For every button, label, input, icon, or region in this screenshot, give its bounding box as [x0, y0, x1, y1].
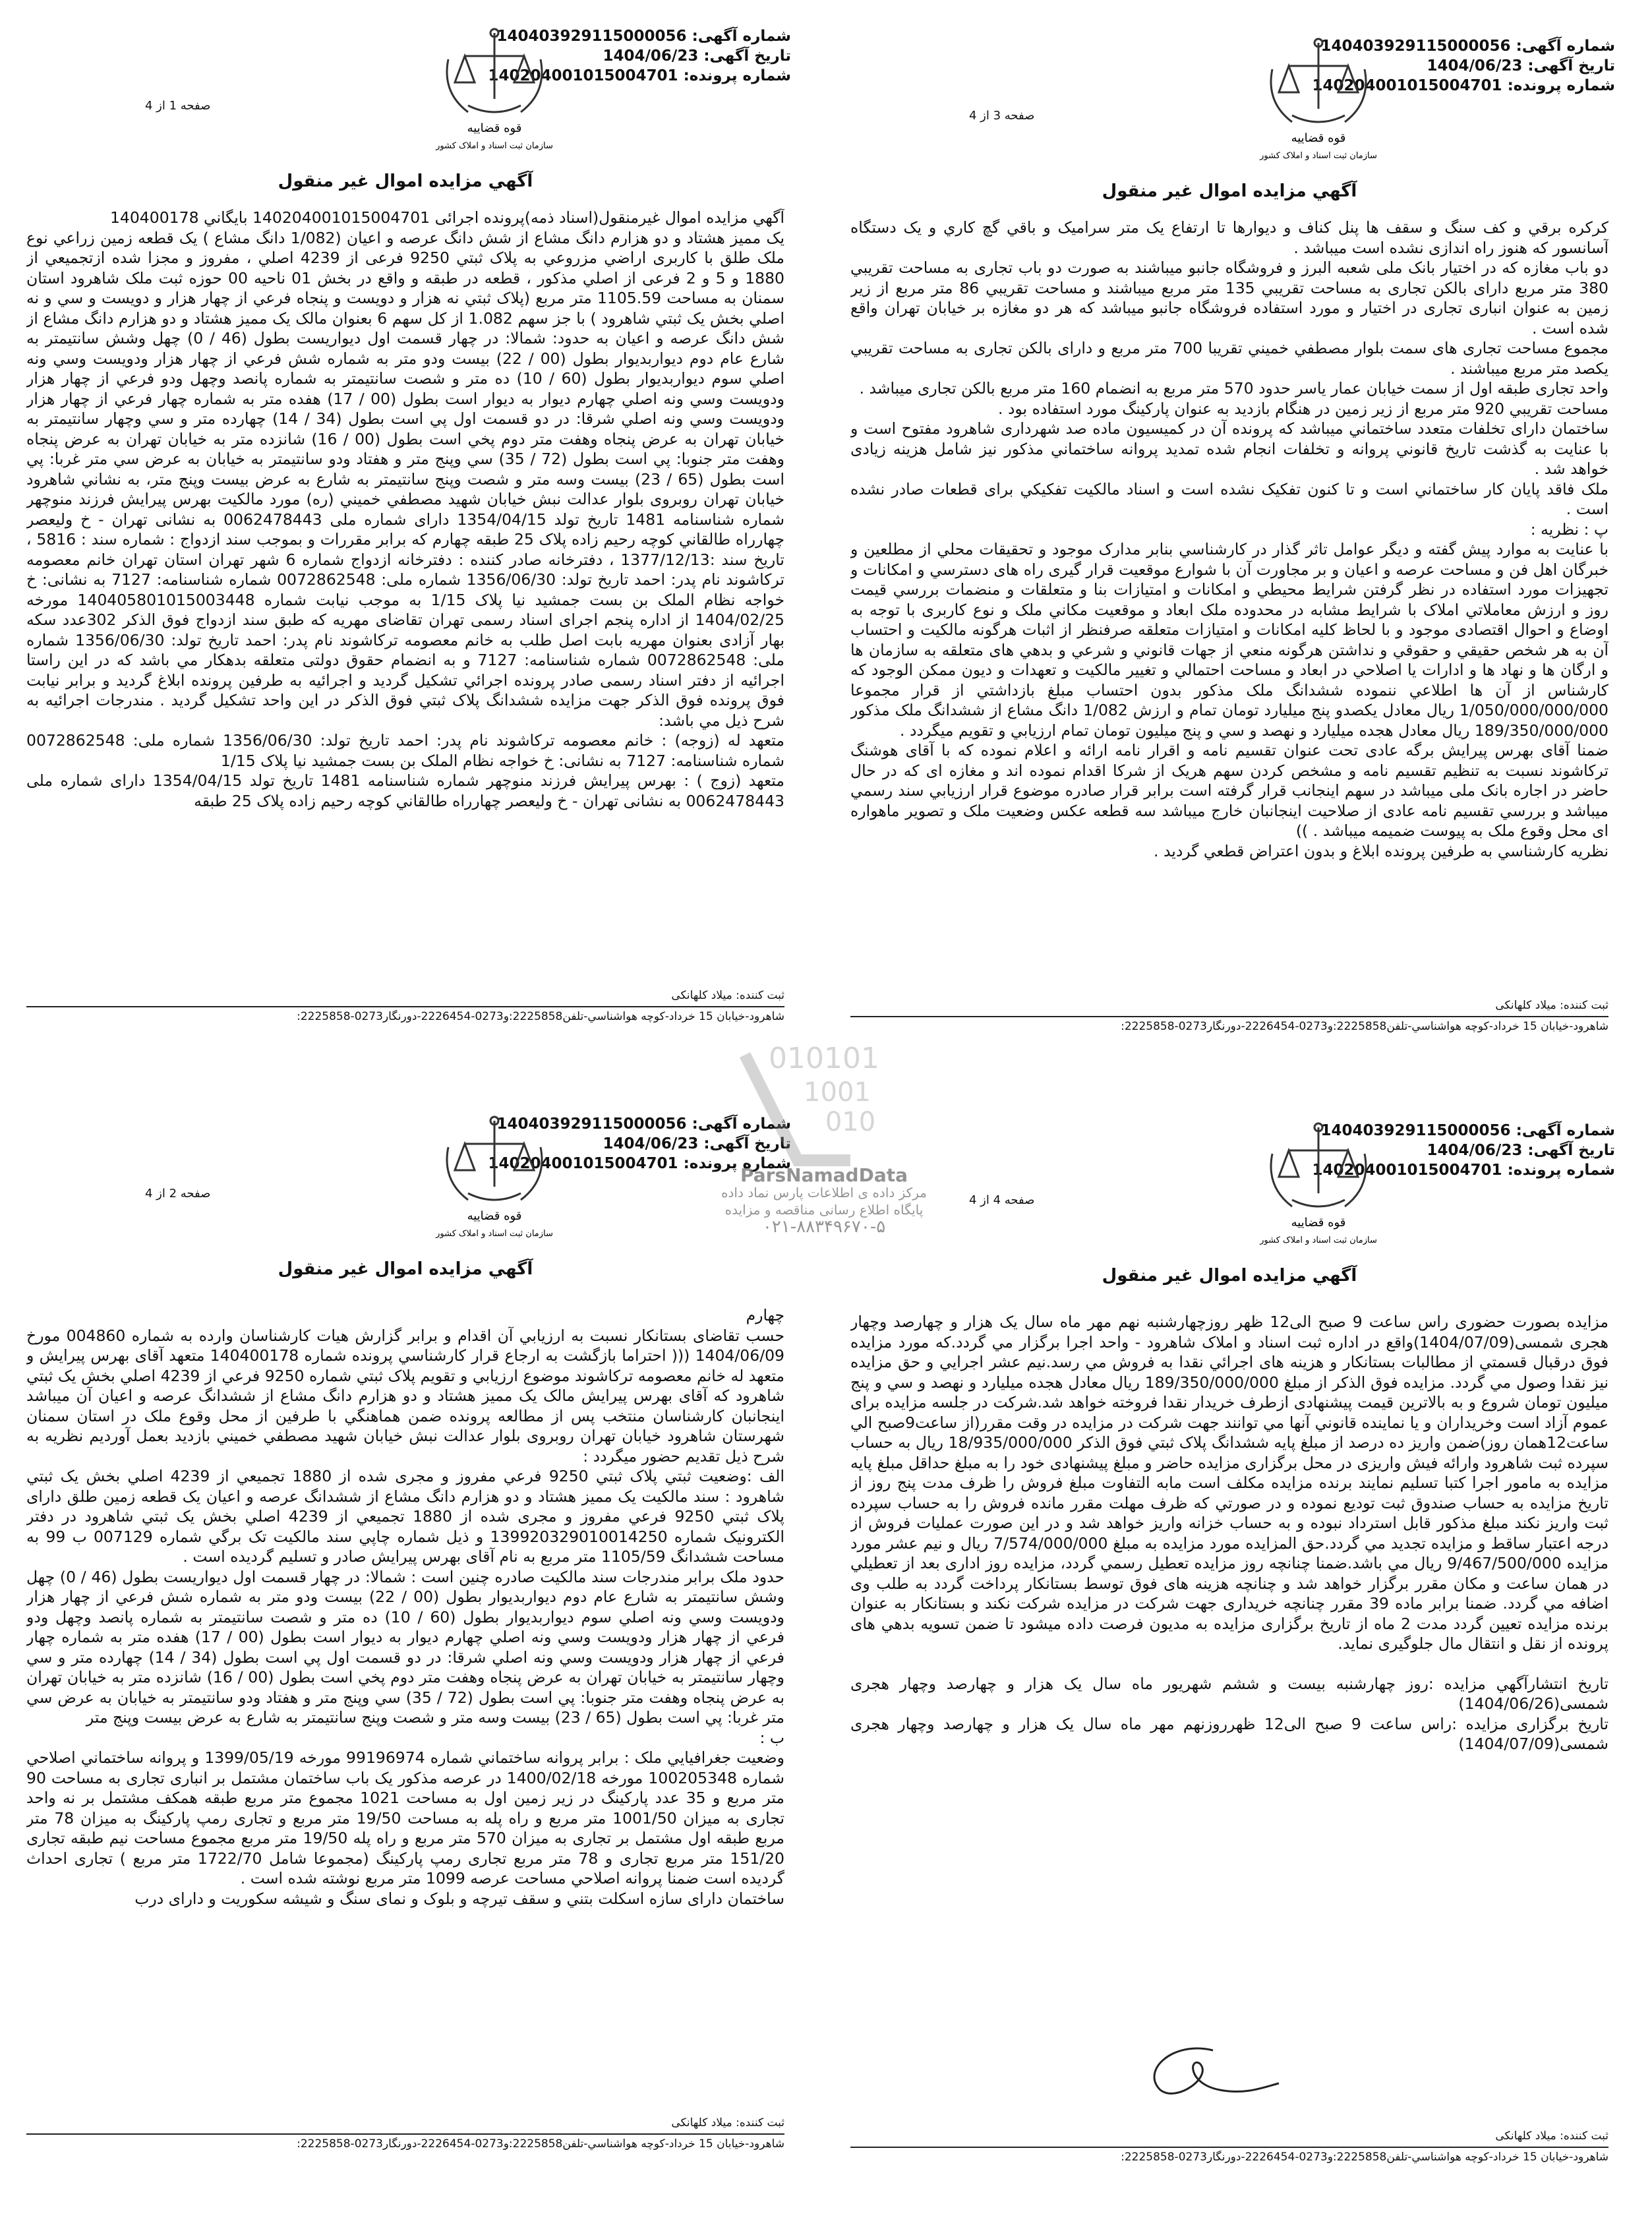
notice-title: آگهي مزايده اموال غير منقول	[278, 171, 533, 191]
svg-text:قوه قضاییه: قوه قضاییه	[467, 1209, 522, 1223]
office-address: شاهرود-خیابان 15 خرداد-کوچه هواشناسي-تلفن2225858:و0273-2226454-دورنگار0273-2225858:	[850, 2147, 1608, 2164]
paragraph: ساختمان دارای تخلفات متعدد ساختماني ميباشد که پرونده آن در کميسيون ماده صد شهرداری شاهرود مفتوح است و با عنايت به گذشت تاريخ قانوني پروانه و تخلفات انجام شده تمديد پروانه ساختماني مذکور نيز شامل هزينه زيادی خواهد شد .	[850, 419, 1608, 478]
paragraph: ب :	[759, 1728, 784, 1747]
paragraph: دو باب مغازه که در اختيار بانک ملی شعبه البرز و فروشگاه جانبو ميباشند به صورت دو باب تجاری به مساحت تقريبي 380 متر مربع دارای بالکن تجاری به مساحت تقريبي 135 متر مربع ميباشند و مساحت تقريبي 86 متر مربع از زير زمين به عنوان انباری تجاری در اختيار و مورد استفاده فروشگاه جانبو ميباشد که هر دو مغازه بر خيابان تهران واقع شده است .	[850, 258, 1608, 338]
paragraph: ملک فاقد پايان کار ساختماني است و تا کنون تفکيک نشده است و اسناد مالکيت تفکيکي برای قطعات صادر نشده است .	[850, 479, 1608, 518]
office-address: شاهرود-خیابان 15 خرداد-کوچه هواشناسي-تلفن2225858:و0273-2226454-دورنگار0273-2225858:	[26, 1006, 784, 1023]
case-number: 140204001015004701	[488, 67, 678, 84]
notice-number: 140403929115000056	[496, 1115, 687, 1133]
svg-text:010: 010	[825, 1107, 876, 1137]
judiciary-emblem-icon	[428, 20, 560, 152]
judiciary-emblem-icon	[428, 1108, 560, 1239]
paragraph: چهارم	[746, 1306, 784, 1324]
notice-date-label: تاریخ آگهی:	[1527, 1142, 1615, 1159]
svg-text:010101: 010101	[769, 1042, 879, 1075]
notice-date-label: تاریخ آگهی:	[703, 47, 791, 65]
judiciary-emblem-icon	[1253, 1114, 1384, 1246]
office-address: شاهرود-خیابان 15 خرداد-کوچه هواشناسي-تلفن2225858:و0273-2226454-دورنگار0273-2225858:	[26, 2133, 784, 2151]
paragraph: الف :وضعيت ثبتي پلاک ثبتي 9250 فرعي مفروز و مجری شده از 1880 تجميعي از 4239 اصلي بخش يک ثبتي شاهرود : سند مالکيت يک مميز هشتاد و دو هزارم دانگ مشاع از ششدانگ عرصه و اعيان يک قطعه زمين طلق دارای پلاک ثبتي 9250 فرعي مفروز و مجری شده از 1880 تجميعي از 4239 اصلي بخش يک ثبتي شاهرود در دفتر الکترونيک شماره 139920329010014250 و ذيل شماره چاپي سند مالکيت تک برگي شماره 007129 ب 99 به مساحت ششدانگ 1105/59 متر مربع به نام آقای بهرس پيرايش صادر و تسليم گرديده است .	[26, 1467, 784, 1566]
svg-text:قوه قضاییه: قوه قضاییه	[1291, 131, 1346, 145]
case-number-label: شماره پرونده:	[1507, 77, 1615, 94]
page-footer	[850, 2129, 1608, 2164]
page-footer	[26, 2116, 784, 2151]
svg-text:سازمان ثبت اسناد و املاک کشور: سازمان ثبت اسناد و املاک کشور	[436, 1229, 553, 1239]
page-number: صفحه 3 از 4	[969, 109, 1035, 123]
case-number: 140204001015004701	[488, 1155, 678, 1172]
paragraph: ضمنا آقای بهرس پيرايش برگه عادی تحت عنوان تقسيم نامه و اقرار نامه ارائه و اعلام نموده که با آقای هوشنگ ترکاشوند نسبت به تنظيم تقسيم نامه و مشخص کردن سهم هريک از شرکا اقدام نموده اند و مغازه ای که در حال حاضر در اجاره بانک ملی ميباشد در سهم اينجانب قرار گرفته است برابر قرار صادره موضوع قرار ارزيابي سند رسمي ميباشد و بررسي تقسيم نامه عادی از صلاحيت اينجانبان خارج ميباشد سه قطعه عکس وضعيت ملک و تصوير ماهواره ای محل وقوع ملک به پيوست ضميمه ميباشد . ))	[850, 741, 1608, 840]
registrar-name: میلاد کلهانکی	[1495, 2129, 1556, 2143]
notice-body	[26, 208, 784, 979]
watermark-brand-name: ParsNamadData	[740, 1164, 908, 1186]
svg-text:سازمان ثبت اسناد و املاک کشور: سازمان ثبت اسناد و املاک کشور	[1260, 151, 1377, 161]
paragraph: يک ممیز هشتاد و دو هزارم دانگ مشاع از شش دانگ عرصه و اعیان (1/082 دانگ مشاع ) يک قطعه زمين زراعي نوع ملک طلق با کاربری اراضي مزروعي به پلاک ثبتي 9250 فرعی از 4239 اصلي ، مفروز و مجزا شده ازتجميعي از 1880 و 5 و 2 فرعی از اصلي مذکور ، قطعه در طبقه و واقع در بخش 01 ناحيه 00 حوزه ثبت ملک شاهرود استان سمنان به مساحت 1105.59 متر مربع (پلاک ثبتي نه هزار و دويست و پنجاه فرعي از چهار هزار و دويست و سي و نه اصلي بخش يک ثبتي شاهرود ) با جز سهم 1.082 از کل سهم 6 بعنوان مالک يک مميز هشتاد و دو هزارم دانگ مشاع از شش دانگ عرصه و اعيان به حدود: شمالا: در چهار قسمت اول ديواريست بطول (46 / 0) چهل وشش سانتيمتر به شارع عام دوم ديواربديوار بطول (00 / 22) بيست ودو متر به شماره شش فرعي از چهار هزار ودويست وسي ونه اصلي سوم ديواربديوار بطول (60 / 10) ده متر و شصت سانتيمتر به شماره پانصد وچهل ودو فرعي از چهار هزار ودويست وسي ونه اصلي چهارم ديوار به ديوار است بطول (00 / 17) هفده متر به شماره چهار فرعي از چهار هزار ودويست وسي ونه اصلي شرقا: در دو قسمت اول پي است بطول (34 / 14) چهارده متر و سي وچهار سانتيمتر به خيابان تهران به عرض پنجاه وهفت متر دوم پخي است بطول (00 / 16) شانزده متر به خيابان تهران به عرض پنجاه وهفت متر جنوبا: پي است بطول (72 / 35) سي وپنج متر و هفتاد ودو سانتيمتر به خيابان به عرض سي متر غربا: پي است بطول (65 / 23) بيست وسه متر و شصت وپنج سانتيمتر به شارع به عرض بيست وپنج متر، به نشاني شاهرود خيابان تهران روبروی بلوار عدالت نبش خيابان شهيد مصطفي خميني (ره) مورد مالکيت بهرس پيرايش فرزند منوچهر شماره شناسنامه 1481 تاريخ تولد 1354/04/15 دارای شماره ملی 0062478443 به نشانی تهران - خ وليعصر چهارراه طالقاني کوچه رحيم زاده پلاک 25 طبقه چهارم که برابر مقررات و بموجب سند ازدواج : شماره سند : 5816 ، تاريخ سند :1377/12/13 ، دفترخانه صادر کننده : دفترخانه ازدواج شماره 6 شهر تهران استان تهران خانم معصومه ترکاشوند نام پدر: احمد تاريخ تولد: 1356/06/30 شماره ملی: 0072862548 شماره شناسنامه: 7127 به نشانی: خ خواجه نظام الملک بن بست جمشيد نيا پلاک 1/15 به موجب نيابت شماره 140405801015003448 مورخه 1404/02/25 از اداره پنجم اجرای اسناد رسمی تهران تقاضای مهريه که طبق سند ازدواج فوق الذکر 302عدد سکه بهار آزادی بعنوان مهريه بابت اصل طلب به خانم معصومه ترکاشوند نام پدر: احمد تاريخ تولد: 1356/06/30 شماره ملی: 0072862548 شماره شناسنامه: 7127 و به انضمام حقوق دولتی متعلقه بدهکار مي باشد که در اين راستا اجرائيه از دفتر اسناد رسمی صادر پرونده اجرائي تشکيل گرديد و اجرائيه به طرفين پرونده ابلاغ گرديد و برابر نيابت فوق پرونده فوق الذکر جهت مزايده ششدانگ پلاک ثبتي فوق الذکر در اين واحد تشکيل گرديد . مندرجات اجرائيه به شرح ذيل مي باشد:	[26, 228, 784, 730]
svg-text:1001: 1001	[804, 1077, 871, 1108]
paragraph: واحد تجاری طبقه اول از سمت خيابان عمار ياسر حدود 570 متر مربع به انضمام 160 متر مربع بالکن تجاری ميباشد .	[859, 379, 1608, 398]
paragraph: متعهد (زوج ) : بهرس پيرايش فرزند منوچهر شماره شناسنامه 1481 تاريخ تولد 1354/04/15 دارای شماره ملی 0062478443 به نشانی تهران - خ وليعصر چهارراه طالقاني کوچه رحيم زاده پلاک 25 طبقه	[26, 771, 784, 810]
watermark-line-1: مرکز داده ی اطلاعات پارس نماد داده	[721, 1185, 927, 1201]
notice-page-1	[0, 20, 811, 1088]
watermark-phone: ۰۲۱-۸۸۳۴۹۶۷۰-۵	[762, 1217, 886, 1237]
page-number: صفحه 2 از 4	[145, 1187, 211, 1201]
notice-date: 1404/06/23	[1427, 1142, 1523, 1159]
notice-number: 140403929115000056	[1320, 1122, 1511, 1139]
registrar-label: ثبت کننده:	[1560, 999, 1608, 1012]
paragraph: متعهد له (زوجه) : خانم معصومه ترکاشوند نام پدر: احمد تاريخ تولد: 1356/06/30 شماره ملی: 0072862548 شماره شناسنامه: 7127 به نشانی: خ خواجه نظام الملک بن بست جمشيد نيا پلاک 1/15	[26, 731, 784, 770]
notice-date-label: تاریخ آگهی:	[1527, 57, 1615, 74]
office-address: شاهرود-خیابان 15 خرداد-کوچه هواشناسي-تلفن2225858:و0273-2226454-دورنگار0273-2225858:	[850, 1016, 1608, 1033]
notice-date: 1404/06/23	[603, 47, 699, 65]
page-header	[969, 1114, 1615, 1266]
paragraph: حسب تقاضای بستانکار نسبت به ارزيابي آن اقدام و برابر گزارش هيات کارشناسان وارده به شماره 004860 مورخ 1404/06/09 ((( احتراما بازگشت به ارجاع قرار کارشناسي پرونده شماره 140400178 متعهد آقای بهرس پيرايش و متعهد له خانم معصومه ترکاشوند موضوع ارزيابي و تقويم پلاک ثبتي شماره 9250 فرعي از 4239 اصلي بخش يک ثبتي شاهرود که آقای بهرس پيرايش مالک يک مميز هشتاد و دو هزارم دانگ مشاع از ششدانگ عرصه و اعيان آن ميباشد اينجانبان کارشناسان منتخب پس از مطالعه پرونده ضمن هماهنگي با طرفين از محل وقوع ملک در استان سمنان شهرستان شاهرود خيابان تهران روبروی بلوار عدالت نبش خيابان شهيد مصطفي خميني بازديد بعمل آورديم نظريه به شرح ذيل تقديم حضور ميگردد :	[26, 1326, 784, 1466]
notice-body	[26, 1305, 784, 2083]
judiciary-emblem-icon	[1253, 30, 1384, 162]
paragraph: مزايده بصورت حضوری راس ساعت 9 صبح الی12 ظهر روزچهارشنبه نهم مهر ماه سال يک هزار و چهارصد وچهار هجری شمسی(1404/07/09)واقع در اداره ثبت اسناد و املاک شاهرود - واحد اجرا برگزار مي گردد.که مورد مزايده فوق درقبال قسمتي از مطالبات بستانکار و هزينه های اجرائي نقدا به فروش مي رسد.نيم عشر اجرايي و حق مزايده نيز نقدا وصول مي گردد. مزايده فوق الذکر از مبلغ 189/350/000/000 ريال معادل هجده ميليارد و نهصد و سي و پنج ميليون تومان شروع و به بالاترين قيمت پيشنهادی ازطرف خريدار نقدا فروخته خواهد شد.شرکت در جلسه مزايده برای عموم آزاد است وخريداران و يا نماينده قانوني آنها مي توانند جهت شرکت در مزايده در وقت مقرر(از ساعت9صبح الي ساعت12همان روز)ضمن واريز ده درصد از مبلغ پايه ششدانگ پلاک ثبتي فوق الذکر 18/935/000/000 ريال به حساب سپرده ثبت شاهرود وارائه فيش واريزی در محل برگزاری مزايده حاضر و مبلغ پيشنهادی خود را به مبلغ حداقل مبلغ پايه مزايده به مامور اجرا کتبا تسليم نمايند برنده مزايده مکلف است مابه التفاوت مبلغ فروش را ظرف مدت پنج روز از تاريخ مزايده به حساب صندوق ثبت توديع نموده و در صورتي که ظرف مهلت مقرر مانده فروش را به حساب سپرده ثبت واريز نکند مبلغ مذکور قابل استرداد نبوده و به حساب خزانه واريز خواهد شد و در اين صورت عمليات فروش از درجه اعتبار ساقط و مزايده تجديد مي گردد.حق المزايده مورد مزايده به مبلغ 7/574/000/000 ريال و نيم عشر مورد مزايده 9/467/500/000 ريال مي باشد.ضمنا چنانچه روز مزايده تعطيل رسمي گردد، مزايده روز اداری بعد از تعطيلي در همان ساعت و مکان مقرر برگزار خواهد شد و چنانچه هزينه های فوق توسط بستانکار پرداخت گردد به طلب وی اضافه مي گردد. ضمنا برابر ماده 39 مقرر چنانچه خريداری جهت شرکت در مزايده شرکت نکند و بستانکار به عنوان برنده مزايده تعيين گردد مدت 2 ماه از تاريخ برگزاری مزايده به مديون فرصت داده ميشود تا ضمن تسويه بدهي های پرونده از نقل و انتقال مال جلوگيری نمايد.	[850, 1313, 1608, 1653]
notice-number-label: شماره آگهی:	[692, 28, 791, 45]
notice-date: 1404/06/23	[1427, 57, 1523, 74]
notice-number: 140403929115000056	[1320, 38, 1511, 55]
case-number: 140204001015004701	[1312, 1162, 1502, 1179]
page-header	[969, 30, 1615, 181]
case-number-label: شماره پرونده:	[1507, 1162, 1615, 1179]
paragraph: حدود ملک برابر مندرجات سند مالکيت صادره چنين است : شمالا: در چهار قسمت اول ديواريست بطول (46 / 0) چهل وشش سانتيمتر به شارع عام دوم ديواربديوار بطول (00 / 22) بيست ودو متر به شماره شش فرعي از چهار هزار ودويست وسي ونه اصلي سوم ديواربديوار بطول (60 / 10) ده متر و شصت سانتيمتر به شماره پانصد وچهل ودو فرعي از چهار هزار ودويست وسي ونه اصلي چهارم ديوار به ديوار است بطول (00 / 17) هفده متر به شماره چهار فرعي از چهار هزار ودويست وسي ونه اصلي شرقا: در دو قسمت اول پي است بطول (34 / 14) چهارده متر و سي وچهار سانتيمتر به خيابان تهران به عرض پنجاه وهفت متر دوم پخي است بطول (00 / 16) شانزده متر به خيابان تهران به عرض پنجاه وهفت متر جنوبا: پي است بطول (72 / 35) سي وپنج متر و هفتاد ودو سانتيمتر به خيابان به عرض سي متر غربا: پي است بطول (65 / 23) بيست وسه متر و شصت وپنج سانتيمتر به شارع به عرض بيست وپنج متر	[26, 1567, 784, 1727]
paragraph: تاريخ برگزاری مزايده :راس ساعت 9 صبح الی12 ظهرروزنهم مهر ماه سال يک هزار و چهارصد وچهار هجری شمسی(1404/07/09)	[850, 1714, 1608, 1753]
paragraph: کرکره برقي و کف سنگ و سقف ها پنل کناف و ديوارها تا ارتفاع يک متر سراميک و باقي گچ کاري و يک دستگاه آسانسور که هنوز راه اندازی نشده است ميباشد .	[850, 218, 1608, 257]
registrar-name: میلاد کلهانکی	[671, 2116, 732, 2129]
notice-page-4	[824, 1114, 1635, 2182]
case-number-label: شماره پرونده:	[683, 67, 791, 84]
paragraph: نظريه کارشناسي به طرفين پرونده ابلاغ و بدون اعتراض قطعي گرديد .	[1154, 841, 1608, 860]
notice-number-label: شماره آگهی:	[692, 1115, 791, 1133]
svg-text:قوه قضاییه: قوه قضاییه	[467, 121, 522, 135]
registrar-name: میلاد کلهانکی	[671, 989, 732, 1002]
notice-body	[850, 218, 1608, 989]
paragraph: وضعيت جغرافيايي ملک : برابر پروانه ساختماني شماره 99196974 مورخه 1399/05/19 و پروانه ساختماني اصلاحي شماره 100205348 مورخه 1400/02/18 در عرصه مذکور يک باب ساختمان مشتمل بر انباری تجاری به مساحت 90 متر مربع و 35 عدد پارکينگ در زير زمين اول به مساحت 1021 مجموع متر مربع طبقه همکف مشتمل بر نه واحد تجاری به ميزان 1001/50 متر مربع و راه پله به مساحت 19/50 متر مربع و تجاری رمپ پارکينگ به ميزان 78 متر مربع طبقه اول مشتمل بر تجاری به ميزان 570 متر مربع و راه پله 19/50 متر مربع مجموع مساحت نيم طبقه تجاری 151/20 متر مربع تجاری و 78 متر مربع تجاری رمپ پارکينگ (مجموعا شامل 1722/70 متر مربع ) تجاری احداث گرديده است ضمنا پروانه اصلاحي مساحت عرصه 1099 متر مربع نوشته شده است .	[26, 1748, 784, 1887]
paragraph: پ : نظريه :	[1530, 520, 1608, 539]
watermark-line-2: پایگاه اطلاع رسانی مناقصه و مزایده	[724, 1202, 924, 1218]
svg-text:سازمان ثبت اسناد و املاک کشور: سازمان ثبت اسناد و املاک کشور	[1260, 1235, 1377, 1245]
notice-title: آگهي مزايده اموال غير منقول	[1102, 181, 1357, 201]
notice-page-3	[824, 30, 1635, 1098]
handwritten-signature-icon	[1114, 2037, 1285, 2110]
page-number: صفحه 1 از 4	[145, 99, 211, 113]
watermark-brand	[699, 1164, 949, 1237]
registrar-label: ثبت کننده:	[736, 2116, 784, 2129]
paragraph: تاريخ انتشارآگهي مزايده :روز چهارشنبه بيست و ششم شهريور ماه سال يک هزار و چهارصد وچهار هجری شمسی(1404/06/26)	[850, 1674, 1608, 1713]
paragraph: ساختمان دارای سازه اسکلت بتني و سقف تيرچه و بلوک و نمای سنگ و شيشه سکوريت و دارای درب	[134, 1889, 784, 1908]
paragraph: آگهي مزايده اموال غيرمنقول(اسناد ذمه)پرونده اجرائی 140204001015004701 بايگاني 140400178	[109, 208, 784, 227]
notice-date: 1404/06/23	[603, 1135, 699, 1152]
notice-title: آگهي مزايده اموال غير منقول	[278, 1259, 533, 1279]
case-number: 140204001015004701	[1312, 77, 1502, 94]
notice-date-label: تاریخ آگهی:	[703, 1135, 791, 1152]
notice-number-label: شماره آگهی:	[1516, 1122, 1615, 1139]
page-number: صفحه 4 از 4	[969, 1193, 1035, 1207]
notice-number-label: شماره آگهی:	[1516, 38, 1615, 55]
paragraph: با عنايت به موارد پيش گفته و ديگر عوامل تاثر گذار در کارشناسي بنابر مدارک موجود و تحقيقات محلي از مطلعين و خبرگان اهل فن و مساحت عرصه و اعيان و بر مجاورت آن با شوارع موقعيت قرار گيری راه های دسترسي و امکانات و تجهيزات مورد استفاده در نظر گرفتن شرايط محيطي و امکانات و امتيازات بنا و متعلقات و منضمات بررسي قيمت روز و ارزش معاملاتي املاک با شرايط مشابه در محدوده ملک ابعاد و موقعيت مکاني ملک و نوع کاربری با توجه به اوضاع و احوال اقتصادی موجود و با لحاظ کليه امکانات و امتيازات متعلقه صرفنظر از اثبات هرگونه مالکيت و احتساب آن به هر شخص حقيقي و حقوقي و نداشتن هرگونه منعي از جهات قانوني و شرعي و بدهي های متعلقه به سازمان ها و ارگان ها و نهاد ها و ادارات يا اصلاحي در ابعاد و مساحت احتمالي و تغيير مالکيت و تعهدات و ديون ممکن الوجود که کارشناس از آن ها اطلاعي ننموده ششدانگ ملک مذکور بدون احتساب مبلغ بازداشتي از قرار مجموعا 1/050/000/000/000 ريال معادل يکصدو پنج ميليارد تومان تمام و ارزش 1/082 دانگ مشاع از ششدانگ ملک مذکور 189/350/000/000 ريال معادل هجده ميليارد و نهصد و سي و پنج ميليون تومان تمام ارزيابي و تقويم ميگردد .	[850, 540, 1608, 740]
page-footer	[26, 989, 784, 1023]
svg-text:قوه قضاییه: قوه قضاییه	[1291, 1216, 1346, 1230]
notice-body	[850, 1312, 1608, 1853]
registrar-label: ثبت کننده:	[1560, 2129, 1608, 2143]
page-footer	[850, 999, 1608, 1033]
paragraph: مساحت تقريبي 920 متر مربع از زير زمين در هنگام بازديد به عنوان پارکينگ مورد استفاده بود .	[998, 399, 1608, 418]
page-header	[145, 20, 791, 171]
case-number-label: شماره پرونده:	[683, 1155, 791, 1172]
registrar-label: ثبت کننده:	[736, 989, 784, 1002]
paragraph: مجموع مساحت تجاری های سمت بلوار مصطفي خميني تقريبا 700 متر مربع و دارای بالکن تجاری به مساحت تقريبي يکصد متر مربع ميباشند .	[850, 339, 1608, 378]
notice-number: 140403929115000056	[496, 28, 687, 45]
notice-page-2	[0, 1108, 811, 2176]
registrar-name: میلاد کلهانکی	[1495, 999, 1556, 1012]
svg-text:سازمان ثبت اسناد و املاک کشور: سازمان ثبت اسناد و املاک کشور	[436, 141, 553, 151]
notice-title: آگهي مزايده اموال غير منقول	[1102, 1266, 1357, 1286]
